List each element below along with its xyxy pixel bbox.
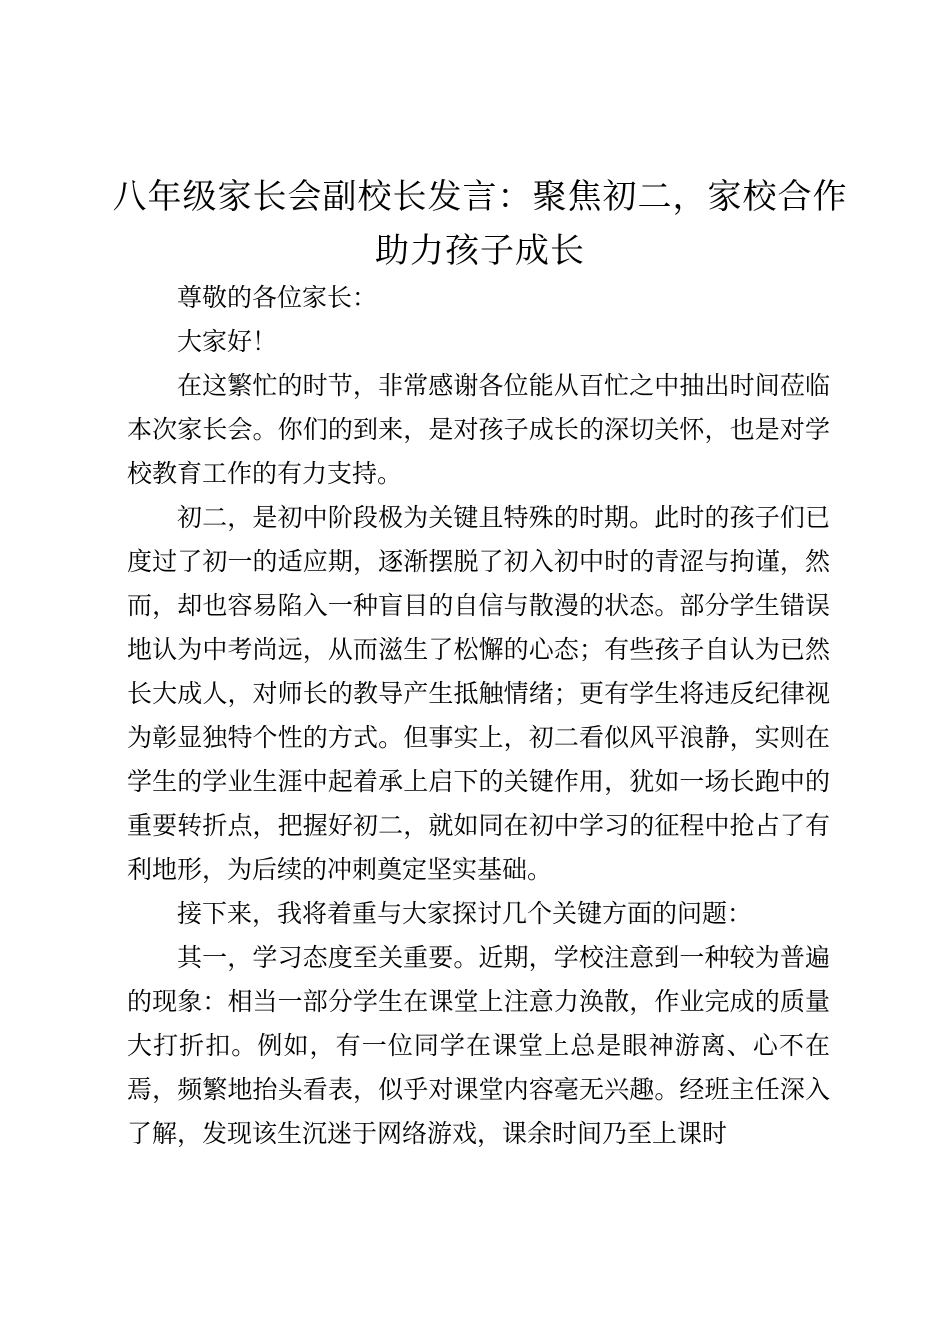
paragraph-transition: 接下来，我将着重与大家探讨几个关键方面的问题： xyxy=(177,899,753,928)
document-body xyxy=(127,276,830,1156)
paragraph-thanks: 在这繁忙的时节，非常感谢各位能从百忙之中抽出时间莅临本次家长会。你们的到来，是对孩子成长的深切关怀，也是对学校教育工作的有力支持。 xyxy=(127,371,830,488)
salutation: 尊敬的各位家长： xyxy=(177,283,378,312)
paragraph-grade-eight: 初二，是初中阶段极为关键且特殊的时期。此时的孩子们已度过了初一的适应期，逐渐摆脱了初入初中时的青涩与拘谨，然而，却也容易陷入一种盲目的自信与散漫的状态。部分学生错误地认为中考尚远，从而滋生了松懈的心态；有些孩子自认为已然长大成人，对师长的教导产生抵触情绪；更有学生将违反纪律视为彰显独特个性的方式。但事实上，初二看似风平浪静，实则在学生的学业生涯中起着承上启下的关键作用，犹如一场长跑中的重要转折点，把握好初二，就如同在初中学习的征程中抢占了有利地形，为后续的冲刺奠定坚实基础。 xyxy=(127,503,830,884)
document-title: 八年级家长会副校长发言：聚焦初二，家校合作助力孩子成长 xyxy=(112,177,848,271)
paragraph-learning-attitude: 其一，学习态度至关重要。近期，学校注意到一种较为普遍的现象：相当一部分学生在课堂上注意力涣散，作业完成的质量大打折扣。例如，有一位同学在课堂上总是眼神游离、心不在焉，频繁地抬头看表，似乎对课堂内容毫无兴趣。经班主任深入了解，发现该生沉迷于网络游戏，课余时间乃至上课时 xyxy=(127,943,830,1148)
greeting: 大家好！ xyxy=(177,327,278,356)
